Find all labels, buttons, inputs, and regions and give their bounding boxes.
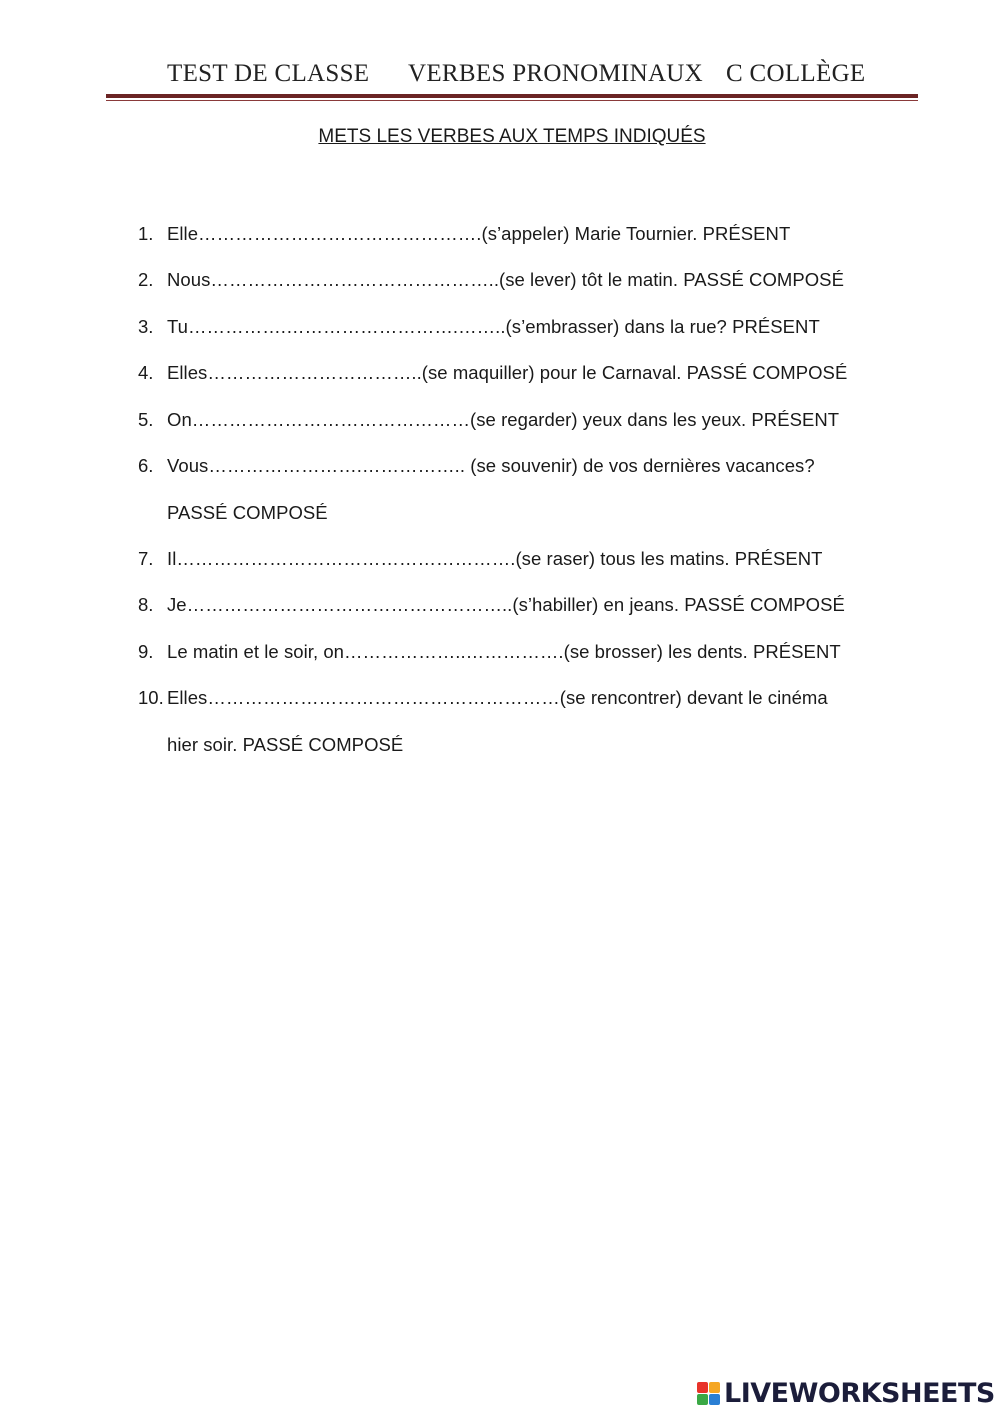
exercise-number: 3. xyxy=(138,316,154,337)
exercise-number: 9. xyxy=(138,641,154,662)
exercise-text: Le matin et le soir, on………………..…………….(se brosser) les dents. PRÉSENT xyxy=(167,641,841,662)
instructions-title: METS LES VERBES AUX TEMPS INDIQUÉS xyxy=(318,126,706,147)
liveworksheets-logo-text: LIVEWORKSHEETS xyxy=(724,1378,995,1409)
exercise-number: 1. xyxy=(138,223,154,244)
header-test-label: TEST DE CLASSE xyxy=(167,60,370,87)
exercise-text: Elles……………………………..(se maquiller) pour le Carnaval. PASSÉ COMPOSÉ xyxy=(167,362,848,383)
header-topic-label: VERBES PRONOMINAUX xyxy=(408,60,704,87)
exercise-text: Elles…………………………………………………(se rencontrer) devant le cinéma xyxy=(167,687,828,708)
exercise-continuation: PASSÉ COMPOSÉ xyxy=(167,502,328,523)
exercise-text: Elle……………………………………….(s’appeler) Marie Tournier. PRÉSENT xyxy=(167,223,791,244)
exercise-number: 5. xyxy=(138,409,154,430)
exercise-continuation: hier soir. PASSÉ COMPOSÉ xyxy=(167,734,404,755)
exercise-number: 6. xyxy=(138,455,154,476)
exercise-text: Vous…………………….…………….. (se souvenir) de vos dernières vacances? xyxy=(167,455,815,476)
exercise-number: 8. xyxy=(138,594,154,615)
exercise-number: 4. xyxy=(138,362,154,383)
exercise-number: 7. xyxy=(138,548,154,569)
exercise-text: Tu…………….……………………….……..(s’embrasser) dans la rue? PRÉSENT xyxy=(167,316,820,337)
header-school-label: C COLLÈGE xyxy=(726,60,866,87)
liveworksheets-logo xyxy=(697,1378,997,1412)
exercise-number: 2. xyxy=(138,269,154,290)
exercise-text: Nous………………………………………..(se lever) tôt le matin. PASSÉ COMPOSÉ xyxy=(167,269,844,290)
exercise-text: Je……………………………………………..(s’habiller) en jeans. PASSÉ COMPOSÉ xyxy=(167,594,845,615)
exercise-text: Il……………………………………………….(se raser) tous les matins. PRÉSENT xyxy=(167,548,823,569)
exercise-number: 10. xyxy=(138,687,164,708)
exercise-text: On………………………………………(se regarder) yeux dans les yeux. PRÉSENT xyxy=(167,409,840,430)
liveworksheets-logo-icon xyxy=(697,1382,721,1406)
